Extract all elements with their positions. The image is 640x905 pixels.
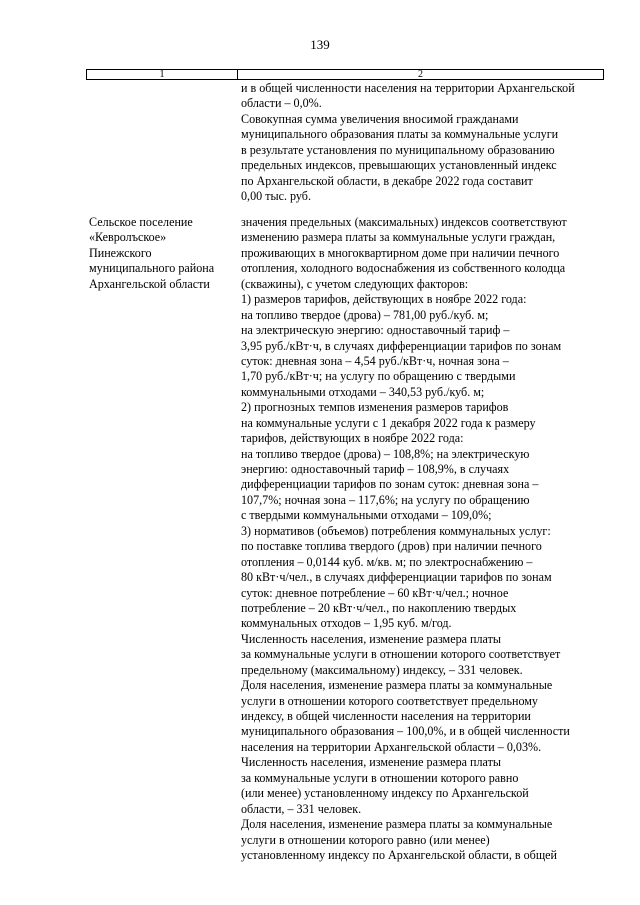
text-line: на топливо твердое (дрова) – 781,00 руб./куб. м; (241, 307, 489, 322)
text-line: проживающих в многоквартирном доме при наличии печного (241, 245, 560, 260)
text-line: 1,70 руб./кВт·ч; на услугу по обращению с твердыми (241, 369, 516, 384)
text-line: (скважины), с учетом следующих факторов: (241, 276, 469, 291)
text-line: 3,95 руб./кВт·ч, в случаях дифференциации тарифов по зонам (241, 338, 562, 353)
text-line: тарифов, действующих в ноябре 2022 года: (241, 431, 464, 446)
text-line: услуги в отношении которого равно (или менее) (241, 832, 490, 847)
text-line: установленному индексу по Архангельской области, в общей (241, 847, 557, 862)
text-line: с твердыми коммунальными отходами – 109,0%; (241, 508, 492, 523)
table-header-row (86, 69, 604, 80)
municipality-line: Архангельской области (89, 276, 210, 291)
text-line: коммунальными отходами – 340,53 руб./куб. м; (241, 384, 485, 399)
text-line: по Архангельской области, в декабре 2022 года составит (241, 173, 533, 188)
text-line: энергию: одноставочный тариф – 108,9%, в случаях (241, 462, 510, 476)
text-line: Численность населения, изменение размера платы (241, 631, 501, 646)
table-header-col-1: 1 (87, 70, 238, 79)
municipality-line: муниципального района (89, 261, 215, 276)
text-line: муниципального образования платы за коммунальные услуги (241, 127, 559, 142)
municipality-name (89, 215, 239, 292)
text-line: потребление – 20 кВт·ч/чел., по накоплению твердых (241, 600, 517, 615)
text-line: предельных индексов, превышающих установленный индекс (241, 158, 557, 173)
text-line: 3) нормативов (объемов) потребления коммунальных услуг: (241, 523, 551, 538)
text-line: области, – 331 человек. (241, 801, 362, 816)
text-line: отопления – 0,0144 куб. м/кв. м; по электроснабжению – (241, 554, 533, 569)
municipality-line: «Кевролъское» (89, 230, 167, 245)
continuation-text (241, 81, 603, 205)
text-line: коммунальных отходов – 1,95 куб. м/год. (241, 616, 452, 631)
text-line: 107,7%; ночная зона – 117,6%; на услугу по обращению (241, 492, 530, 507)
text-line: области – 0,0%. (241, 96, 322, 111)
text-line: в результате установления по муниципальному образованию (241, 142, 555, 157)
municipality-line: Сельское поселение (89, 215, 193, 229)
text-line: Доля населения, изменение размера платы за коммунальные (241, 678, 553, 693)
text-line: 0,00 тыс. руб. (241, 189, 311, 204)
text-line: Численность населения, изменение размера платы (241, 755, 501, 770)
text-line: (или менее) установленному индексу по Архангельской (241, 786, 529, 801)
page-number: 139 (310, 37, 330, 52)
text-line: суток: дневное потребление – 60 кВт·ч/чел.; ночное (241, 585, 509, 600)
text-line: 80 кВт·ч/чел., в случаях дифференциации тарифов по зонам (241, 570, 552, 585)
text-line: индексу, в общей численности населения на территории (241, 709, 531, 723)
text-line: 1) размеров тарифов, действующих в ноябре 2022 года: (241, 292, 527, 307)
text-line: предельному (максимальному) индексу, – 331 человек. (241, 662, 523, 677)
text-line: отопления, холодного водоснабжения из собственного колодца (241, 261, 566, 276)
text-line: на электрическую энергию: одноставочный тариф – (241, 323, 510, 338)
text-line: значения предельных (максимальных) индексов соответствуют (241, 215, 567, 229)
municipality-line: Пинежского (89, 245, 152, 260)
text-line: Доля населения, изменение размера платы за коммунальные (241, 817, 553, 832)
text-line: на топливо твердое (дрова) – 108,8%; на электрическую (241, 446, 530, 461)
text-line: 2) прогнозных темпов изменения размеров тарифов (241, 400, 509, 415)
text-line: по поставке топлива твердого (дров) при наличии печного (241, 539, 542, 554)
text-line: Совокупная сумма увеличения вносимой гражданами (241, 111, 519, 126)
text-line: и в общей численности населения на территории Архангельской (241, 81, 575, 95)
text-line: за коммунальные услуги в отношении которого равно (241, 770, 519, 785)
table-header-col-2: 2 (418, 69, 423, 80)
text-line: за коммунальные услуги в отношении которого соответствует (241, 647, 561, 662)
text-line: дифференциации тарифов по зонам суток: дневная зона – (241, 477, 539, 492)
municipality-description (241, 215, 603, 863)
text-line: суток: дневная зона – 4,54 руб./кВт·ч, ночная зона – (241, 353, 509, 368)
text-line: муниципального образования – 100,0%, и в общей численности (241, 724, 570, 739)
text-line: на коммунальные услуги с 1 декабря 2022 года к размеру (241, 415, 536, 430)
text-line: услуги в отношении которого соответствует предельному (241, 693, 538, 708)
text-line: изменению размера платы за коммунальные услуги граждан, (241, 230, 556, 245)
text-line: населения на территории Архангельской области – 0,03%. (241, 739, 542, 754)
